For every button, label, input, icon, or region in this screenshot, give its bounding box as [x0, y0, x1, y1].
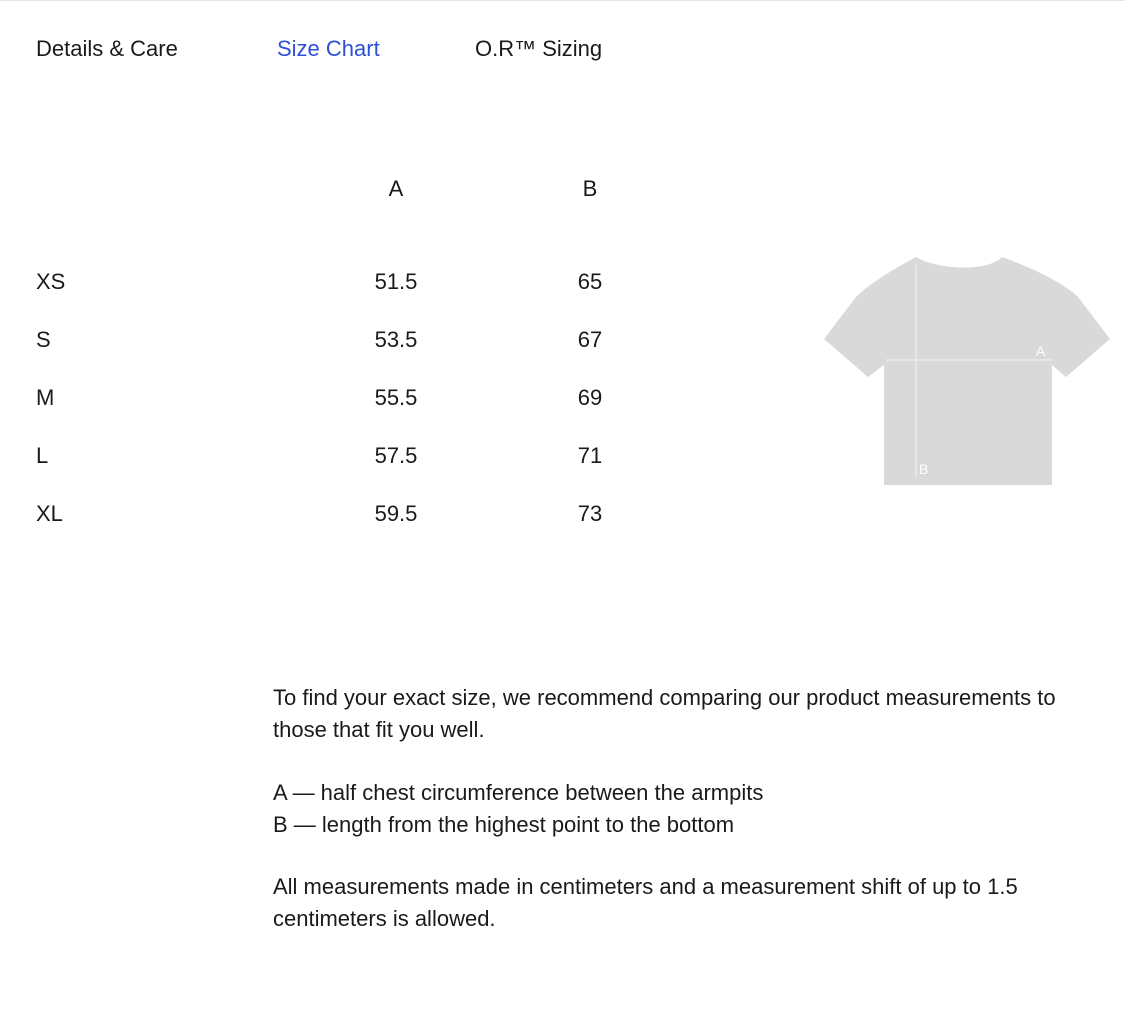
column-header-a: A — [388, 176, 404, 201]
measure-a-m: 55.5 — [374, 385, 418, 410]
key-b-text: B — length from the highest point to the bottom — [273, 812, 735, 837]
t-shirt-icon — [820, 245, 1120, 495]
diagram-label-a: A — [1036, 343, 1046, 359]
measure-b-m: 69 — [577, 385, 603, 410]
tab-or-sizing[interactable]: O.R™ Sizing — [475, 36, 603, 61]
tab-details-care[interactable]: Details & Care — [36, 36, 178, 61]
garment-diagram — [820, 245, 1120, 495]
size-label-xs: XS — [36, 269, 66, 294]
tab-size-chart[interactable]: Size Chart — [277, 36, 380, 61]
column-header-b: B — [582, 176, 598, 201]
measure-a-l: 57.5 — [374, 443, 418, 468]
measure-a-xl: 59.5 — [374, 501, 418, 526]
shirt-shape — [824, 257, 1110, 485]
diagram-label-b: B — [919, 461, 929, 477]
measure-a-s: 53.5 — [374, 327, 418, 352]
disclaimer-note: All measurements made in centimeters and a measurement shift of up to 1.5 centimeters is allowed. — [273, 874, 1018, 931]
measure-a-xs: 51.5 — [374, 269, 418, 294]
measure-b-xs: 65 — [577, 269, 603, 294]
measure-b-s: 67 — [577, 327, 603, 352]
measure-b-xl: 73 — [577, 501, 603, 526]
measurement-key — [273, 777, 1113, 841]
size-label-m: M — [36, 385, 55, 410]
tab-bar — [0, 0, 1125, 100]
size-label-xl: XL — [36, 501, 63, 526]
size-label-l: L — [36, 443, 49, 468]
measure-b-l: 71 — [577, 443, 603, 468]
key-a-text: A — half chest circumference between the armpits — [273, 780, 764, 805]
intro-note: To find your exact size, we recommend comparing our product measurements to those that fit you well. — [273, 685, 1056, 742]
size-label-s: S — [36, 327, 51, 352]
size-notes — [273, 682, 1113, 935]
size-table — [0, 160, 700, 560]
